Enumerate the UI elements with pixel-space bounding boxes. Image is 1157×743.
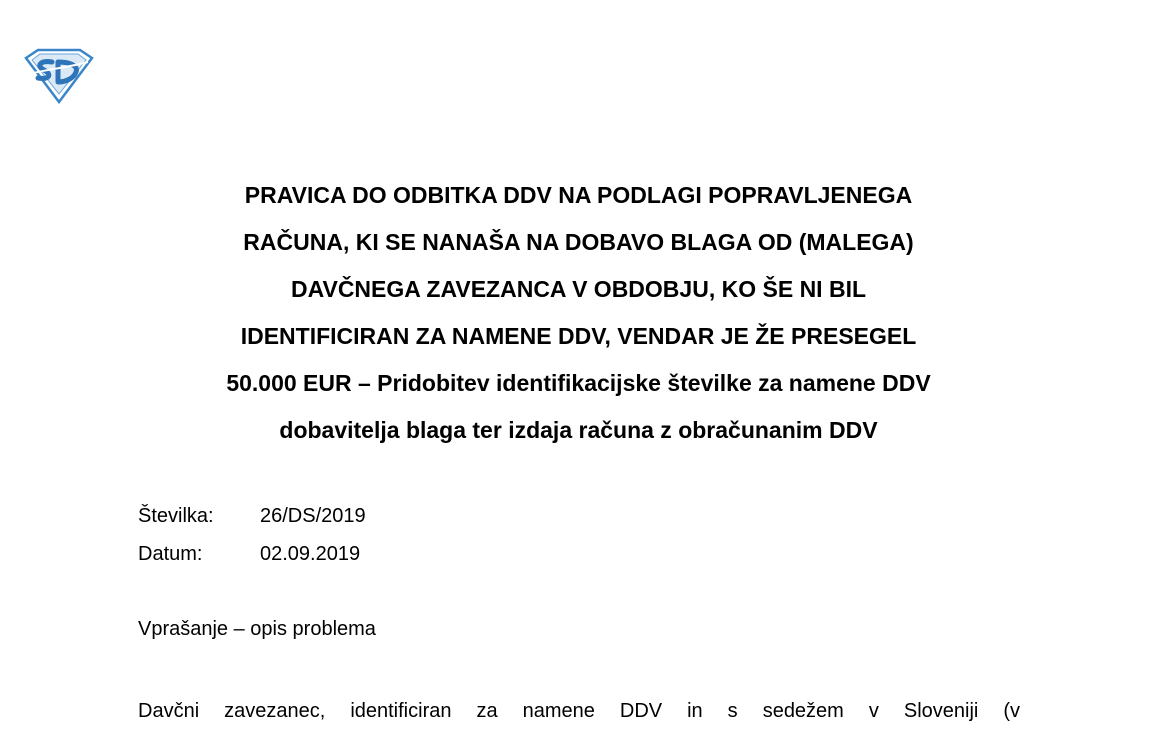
meta-date-row xyxy=(138,535,366,573)
document-title xyxy=(120,172,1037,454)
title-line: PRAVICA DO ODBITKA DDV NA PODLAGI POPRAVLJENEGA xyxy=(244,182,913,208)
title-line: RAČUNA, KI SE NANAŠA NA DOBAVO BLAGA OD (MALEGA) xyxy=(243,229,914,255)
title-line: dobavitelja blaga ter izdaja računa z obračunanim DDV xyxy=(279,417,878,443)
document-meta xyxy=(138,497,366,573)
sd-logo-icon xyxy=(22,48,96,104)
meta-number-row xyxy=(138,497,366,535)
title-line: DAVČNEGA ZAVEZANCA V OBDOBJU, KO ŠE NI BIL xyxy=(290,276,867,302)
title-line: 50.000 EUR – Pridobitev identifikacijske številke za namene DDV xyxy=(226,370,931,396)
body-paragraph: Davčni zavezanec, identificiran za namene DDV in s sedežem v Sloveniji (v xyxy=(138,700,1020,722)
date-value: 02.09.2019 xyxy=(260,543,361,565)
number-value: 26/DS/2019 xyxy=(260,505,366,527)
date-label: Datum: xyxy=(138,543,203,565)
title-line: IDENTIFICIRAN ZA NAMENE DDV, VENDAR JE ŽE PRESEGEL xyxy=(240,323,917,349)
number-label: Številka: xyxy=(138,505,214,527)
section-heading: Vprašanje – opis problema xyxy=(138,618,376,640)
